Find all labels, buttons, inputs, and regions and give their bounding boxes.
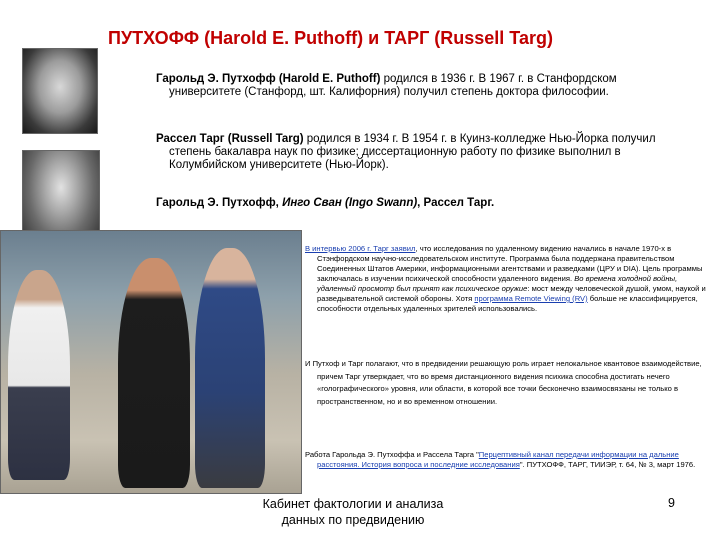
caption-part3: , Рассел Тарг. [417, 197, 495, 209]
work-text-2: ". ПУТХОФФ, ТАРГ, ТИИЭР, т. 64, № 3, март 1976. [519, 460, 696, 469]
portrait-puthoff-photo [22, 48, 98, 134]
work-text-1: Работа Гарольда Э. Путхоффа и Рассела Тарга " [305, 450, 479, 459]
interview-paragraph [305, 244, 717, 314]
interview-text-1: , что исследования по удаленному видению начались в начале 1970-х в Стэнфордском научно-исследовательском институте. Программа была поддержана правительством Соединенных Штатов Америки, информационными агентствами и разведками (ЦРУ и DIA). Цель программы заключалась в изучении психической способности удаленного видения. [317, 244, 703, 283]
interview-link[interactable]: В интервью 2006 г. Тарг заявил [305, 244, 416, 253]
slide-title: ПУТХОФФ (Harold E. Puthoff) и ТАРГ (Russell Targ) [108, 28, 553, 48]
quantum-paragraph: И Путхоф и Тарг полагают, что в предвидении решающую роль играет нелокальное квантовое взаимодействие, причем Тарг утверждает, что во время дистанционного видения психика способна достигать нечего «голографического» уровня, или области, в которой все точки бесконечно взаимосвязаны не только в пространственном, но и во временном отношении. [305, 359, 702, 406]
caption-part2: Инго Сван (Ingo Swann) [282, 197, 418, 209]
photo-caption [156, 197, 494, 209]
work-paragraph [305, 450, 717, 470]
footer [258, 496, 448, 528]
bio-targ-name: Рассел Тарг (Russell Targ) [156, 133, 304, 145]
group-photo-person-center [118, 258, 190, 488]
group-photo-person-left [8, 270, 70, 480]
bio-puthoff-text: родился в 1936 г. В 1967 г. в Станфордском университете (Станфорд, шт. Калифорния) получил степень доктора философии. [169, 73, 617, 98]
bio-puthoff-name: Гарольд Э. Путхофф (Harold E. Puthoff) [156, 73, 381, 85]
interview-text-2: : мост между человеческой душой, умом, наукой и разведывательной системой обороны. Хотя [317, 284, 706, 303]
bio-targ-text: родился в 1934 г. В 1954 г. в Куинз-колледже Нью-Йорка получил степень бакалавра наук по физике; диссертационную работу по физике выполнил в Колумбийском университете (Нью-Йорк). [169, 133, 656, 171]
bio-targ [156, 133, 689, 172]
page-number: 9 [668, 496, 675, 510]
interview-text-3: больше не классифицируется, способности отдельных удаленных зрителей использовались. [317, 294, 698, 313]
caption-part1: Гарольд Э. Путхофф, [156, 197, 283, 209]
work-link[interactable]: Перцептивный канал передачи информации на дальние расстояния. История вопроса и последние исследования [317, 450, 679, 469]
group-photo-person-right [195, 248, 265, 488]
interview-italic: Во времена холодной войны, удаленный просмотр был принят как психическое оружие [317, 274, 678, 293]
bio-puthoff [156, 73, 689, 99]
program-link[interactable]: программа Remote Viewing (RV) [474, 294, 588, 303]
footer-line-1: Кабинет фактологии и анализа [262, 497, 444, 511]
footer-line-2: данных по предвидению [281, 513, 425, 527]
